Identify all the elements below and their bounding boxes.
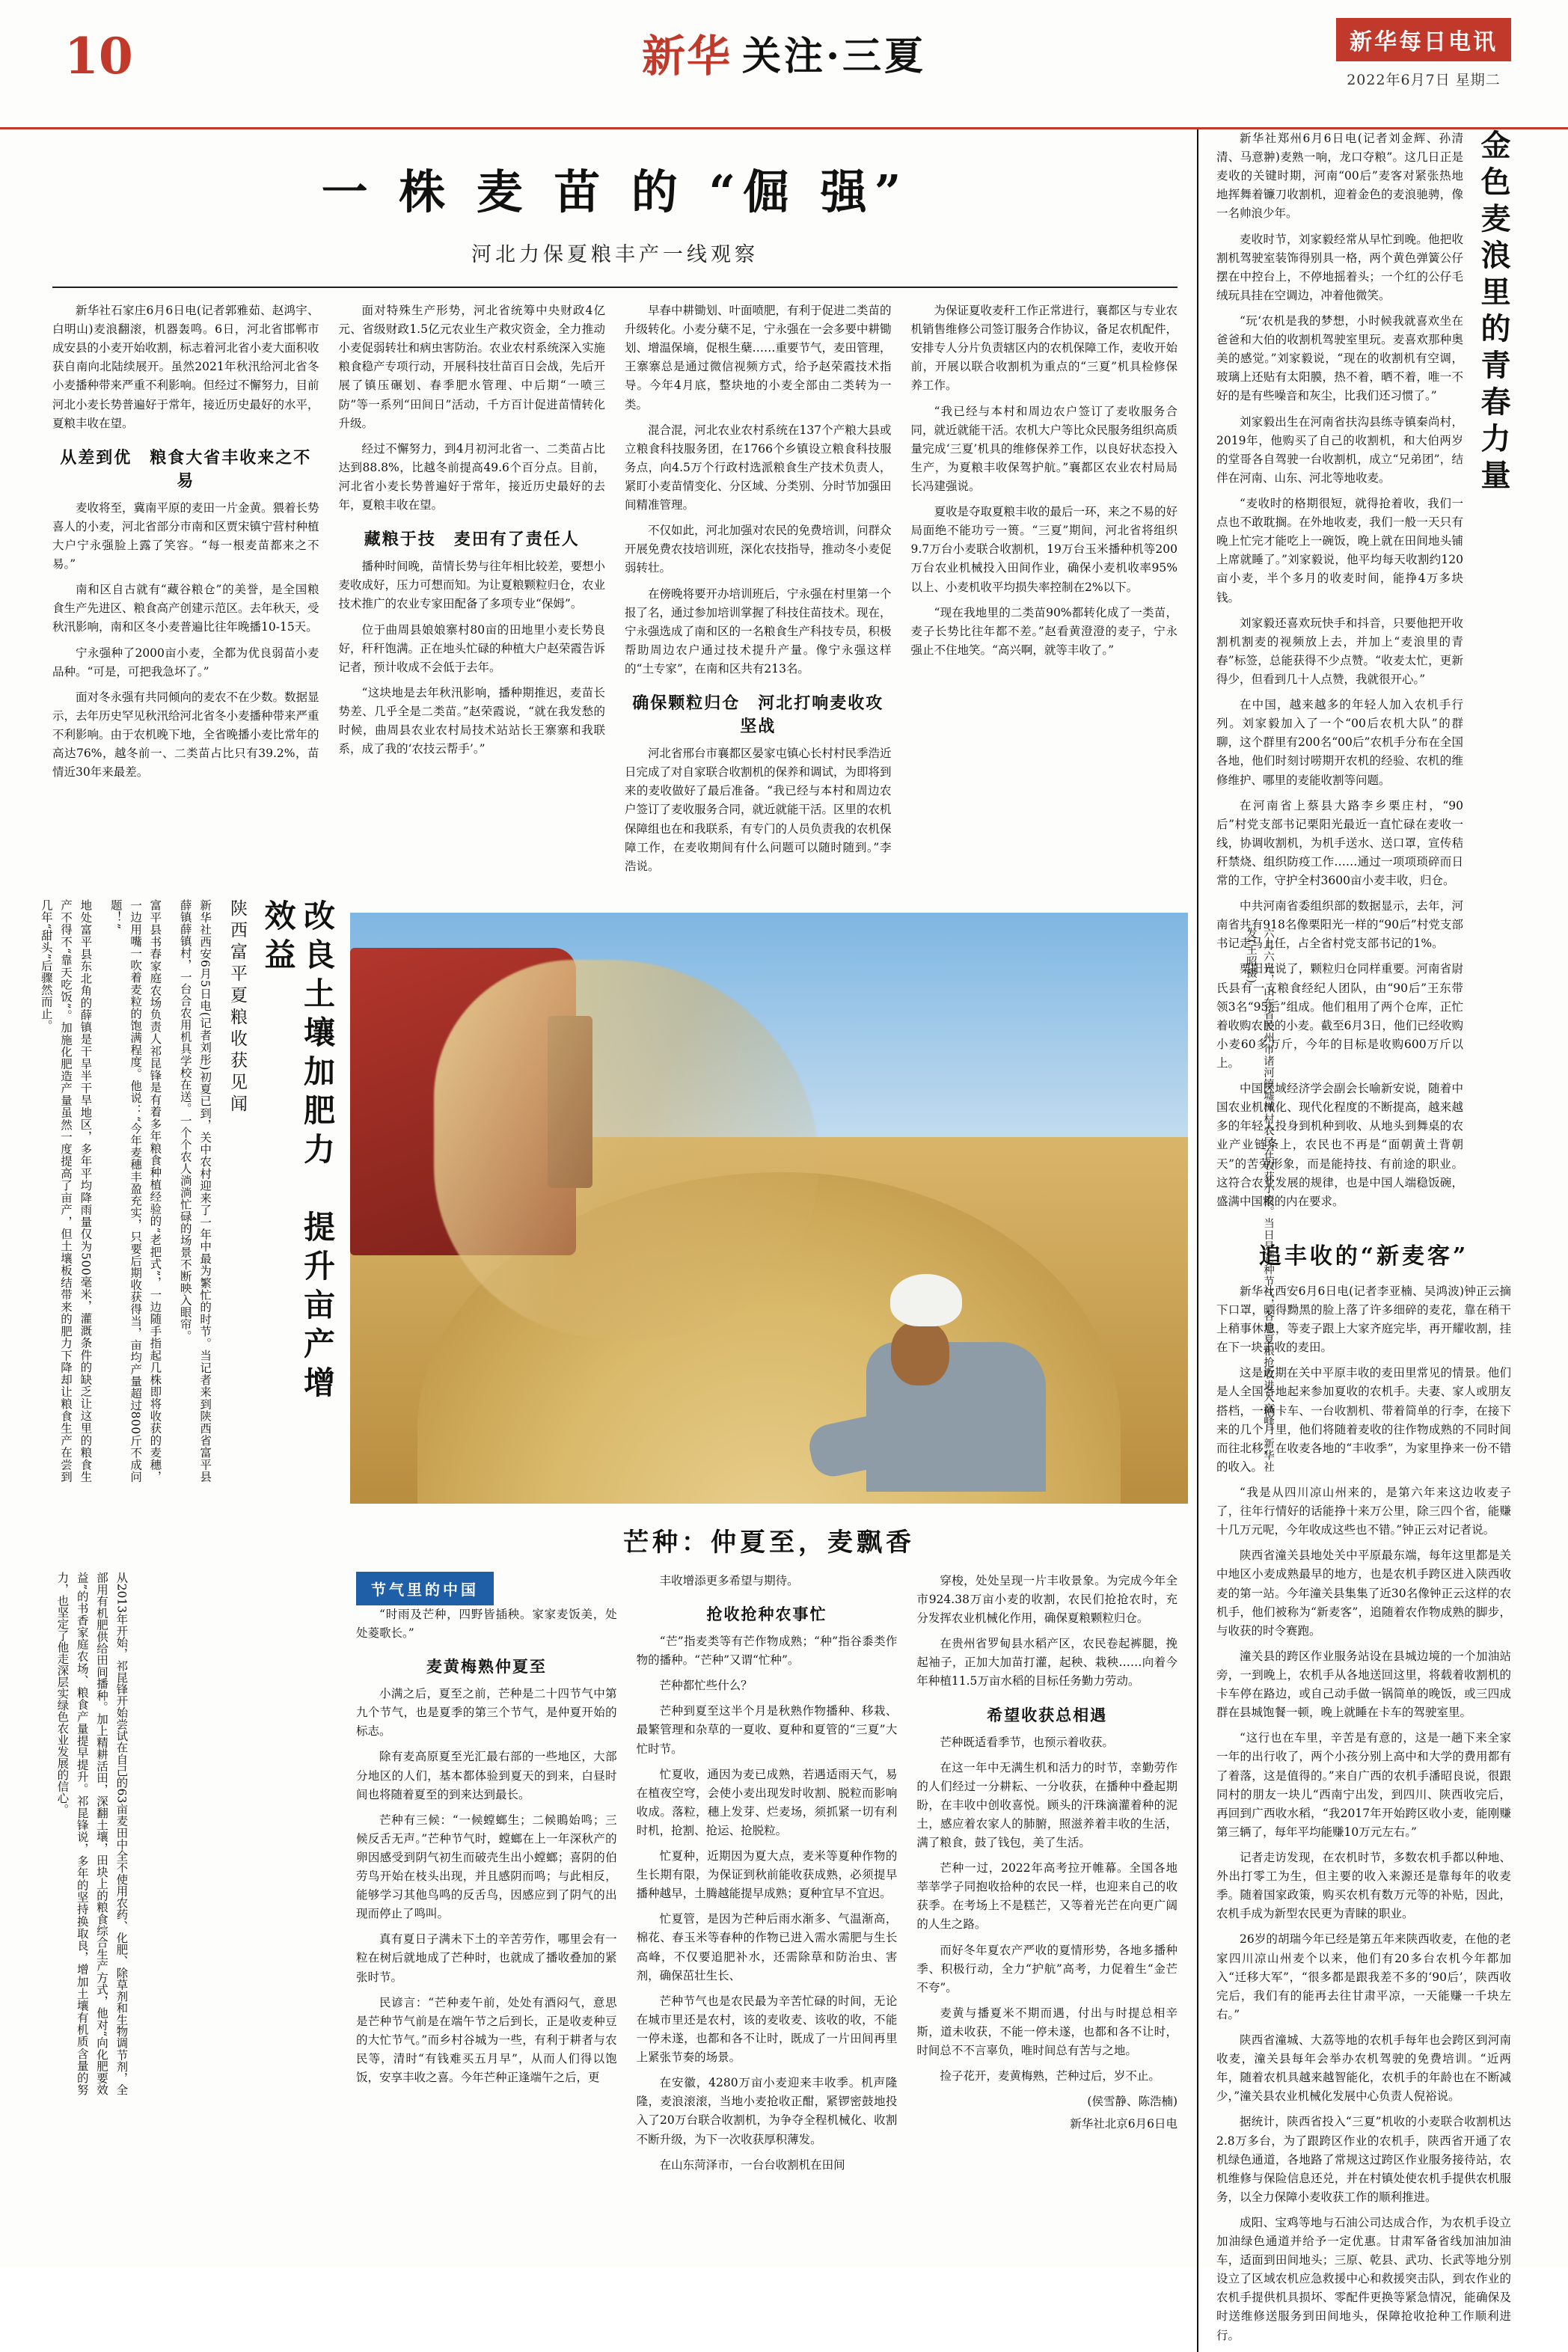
left-vertical-continued xyxy=(52,1572,337,2181)
section-tag: 节气里的中国 xyxy=(356,1572,494,1605)
photo-area xyxy=(350,913,1274,1563)
lead-headline: 一 株 麦 苗 的 “倔 强” xyxy=(321,165,909,219)
paragraph: 新华社西安6月6日电(记者李亚楠、吴鸿波)钟正云摘下口罩，晒得黝黑的脸上落了许多细碎的麦花，靠在稍干上稍事休息，等麦子跟上大家齐庭完毕，再开耀收割，挂在下一块丰收的麦田。 xyxy=(1216,1284,1511,1355)
lead-subheading-1: 从差到优 粮食大省丰收来之不易 xyxy=(60,447,312,491)
paragraph: “这行也在车里，辛苦是有意的，这是一趟下来全家一年的出行收了，两个小孩分别上高中和大学的费用都有了着落，这是值得的。”来自广西的农机手潘昭良说，很跟同村的朋友一块儿“西南宁出发，到四川、陕西收完后，再回到广西收水稻，“我2017年开始跨区收小麦，能刚赚第三辆了，每年平均能赚10万元左右。” xyxy=(1216,1731,1511,1839)
paragraph: 芒种节气也是农民最为辛苦忙碌的时间，无论在城市里还是农村，该的麦收麦、该收的收，不能一停未遂，也都和各不让时，既成了一片田间再里上紧张节奏的场景。 xyxy=(636,1994,898,2065)
feature-vertical-dateline: 新华社西安6月5日电(记者刘彤)初夏已到，关中农村迎来了一年中最为繁忙的时节。当记者来到陕西省富平县薛镇薛镇村，一台合农用机具学校在送。一个个农人淌淌忙碌的场景不断映入眼帘。 xyxy=(178,898,212,1483)
paragraph: 而好冬年夏农产严收的夏情形势，各地多播种季、积极行动，全力“护航”高考，力促着生“金芒不夸”。 xyxy=(916,1943,1178,1994)
bottom-col-2 xyxy=(637,1572,898,2181)
paragraph: 芒种都忙些什么？ xyxy=(659,1679,753,1693)
paragraph: 捡子花开，麦黄梅熟，芒种过后，岁不止。 xyxy=(940,2069,1160,2083)
paragraph: 记者走访发现，在农机时节，多数农机手都以种地、外出打零工为生，但主要的收入来源还是靠每年的收麦季。随着国家政策，购买农机有数万元等的补贴，因此，农机手成为新型农民更为青睐的职业。 xyxy=(1216,1850,1511,1921)
paragraph: 26岁的胡瑞今年已经是第五年来陕西收麦，在他的老家四川凉山州麦个以来，他们有20多台农机今年都加入“迁移大军”，“很多都是跟我差不多的‘90后’，陕西收完后，我们有的能再去往甘肃平凉，一天能赚一千块左右。” xyxy=(1216,1932,1511,2021)
paragraph: 忙夏收，通因为麦已成熟，若遇适雨天气，易在植夜空穹，会使小麦出现发时收割、脱粒而影响收成。落粒，穗上发芽、烂麦场，须抓紧一切有利时机，抢割、抢运、抢脱粒。 xyxy=(636,1767,898,1837)
lead-headline-area xyxy=(52,155,1177,267)
feature-vertical-p1: 富平县书春家庭农场负责人祁昆锋是有着多年粮食种植经验的“老把式”，一边随手指起几株即将收获的麦穗，一边用嘴一吹着麦粒的饱满程度。他说：“今年麦穗丰盈充实，只要后期收获得当，亩均产量超过800斤不成问题！” xyxy=(108,898,162,1483)
paragraph: 位于曲周县娘娘寨村80亩的田地里小麦长势良好，秆秆饱满。正在地头忙碌的种植大户赵荣霞告诉记者，预计收成不会低于去年。 xyxy=(338,622,606,674)
page-body xyxy=(0,129,1568,2352)
paragraph: 芒种到夏至这半个月是秋熟作物播种、移栽、最繁管理和杂草的一夏收、夏种和夏管的“三夏”大忙时节。 xyxy=(636,1704,898,1756)
paragraph: 在河南省上蔡县大路李乡栗庄村，“90后”村党支部书记栗阳光最近一直忙碌在麦收一线，协调收割机，为机手送水、送口罩，宣传秸秆禁烧、组织防疫工作……通过一项项琐碎而日常的工作，守护全村3600亩小麦丰收，归仓。 xyxy=(1216,798,1463,888)
paragraph: “麦收时的格期很短，就得抢着收，我们一点也不敢耽搁。在外地收麦，我们一般一天只有晚上忙完才能吃上一碗饭，晚上就在田间地头铺上席就睡了。”刘家毅说，他平均每天收割约120亩小麦，半个多月的收麦时间，能挣4万多块钱。 xyxy=(1216,496,1463,604)
paragraph: 在这一年中无满生机和活力的时节，幸勤劳作的人们经过一分耕耘、一分收获，在播种中叠起期盼，在丰收中创收喜悦。顾头的汗珠滴灌着种的泥土，感应着农家人的肺腑，照滋养着丰收的生活，满了粮食，鼓了钱包，美了生活。 xyxy=(916,1760,1178,1850)
paragraph: 陕西省潼关县地处关中平原最东端，每年这里都是关中地区小麦成熟最早的地方，也是农机手跨区进入陕西收麦的第一站。今年潼关县集集了近30名像钟正云这样的农机手，他们被称为“新麦客”，追随着农作物成熟的脚步，与收获的时令赛跑。 xyxy=(1216,1549,1511,1638)
paragraph: 麦收将至，冀南平原的麦田一片金黄。猥着长势喜人的小麦，河北省部分市南和区贾宋镇宁营村种植大户宁永强脸上露了笑容。“每一根麦苗都来之不易。” xyxy=(52,500,319,572)
bottom-col-1 xyxy=(356,1572,617,2181)
page-number: 10 xyxy=(64,27,133,85)
paragraph: 忙夏种，近期因为夏大点，麦米等夏种作物的生长期有限，为保证到秋前能收获成熟，必须提早播种越早，土腾越能提早成熟；夏种宜早不宜迟。 xyxy=(636,1849,898,1901)
paragraph: 麦收时节，刘家毅经常从早忙到晚。他把收割机驾驶室装饰得别具一格，两个黄色弹簧公仔摆在中控台上，不停地摇着头；一个红的公仔毛绒玩具挂在空调边，冲着他微笑。 xyxy=(1216,232,1463,302)
paragraph: 真有夏日子满未下土的辛苦劳作，哪里会有一粒在树后就地成了芒种时，也就成了播收叠加的紧张时节。 xyxy=(356,1932,617,1984)
paragraph: 除有麦高原夏至光汇最右部的一些地区，大部分地区的人们，基本都体验到夏天的到来，白昼时间也将随着夏至的到来达到最长。 xyxy=(356,1750,617,1801)
masthead-center xyxy=(642,21,926,84)
right-rail-title: 金色麦浪里的青春力量 xyxy=(1476,129,1511,496)
paragraph: 中共河南省委组织部的数据显示，去年，河南省共有918名像栗阳光一样的“90后”村党支部书记走马上任，占全省村党支部书记的1%。 xyxy=(1216,899,1463,951)
paragraph: 民谚言：“芒种麦午前，处处有酒闷气，意思是芒种节气前是在端午节之后到长，正是收麦种豆的大忙节气。”而乡村谷城为一些，有利于耕者与农民等，清时“有钱难买五月早”，从而人们得以饱饭，安享丰收之喜。今年芒种正逢端午之后，更 xyxy=(356,1995,617,2085)
paragraph: 成阳、宝鸡等地与石油公司达成合作，为农机手设立加油绿色通道并给予一定优惠。甘肃军备省线加油加油车，适面到田间地头；三原、乾县、武功、长武等地分别设立了区域农机应急救援中心和救援突击队，到农作业的农机手提供机具损坏、零配件更换等紧急情况，能确保及时送维修送服务到田间地头，保障抢收抢种工作顺利进行。 xyxy=(1216,2215,1511,2342)
paragraph: 穿梭，处处呈现一片丰收景象。为完成今年全市924.38万亩小麦的收割，农民们抢抢农时，充分发挥农业机械化作用，确保夏粮颗粒归仓。 xyxy=(916,1573,1178,1626)
paragraph: “我已经与本村和周边农户签订了麦收服务合同，就近就能干活。农机大户等比众民服务组织高质量完成‘三夏’机具的维修保养工作，以良好状态投入生产，为夏粮丰收保驾护航。”襄都区农业农村局局长冯建强说。 xyxy=(910,404,1178,493)
paragraph: 麦黄与播夏米不期而遇，付出与时提总相辛斯，道未收获，不能一停未遂，也都和各不让时，时间总不不言辜负，唯时间总有苦与之地。 xyxy=(916,2006,1178,2058)
paragraph: 为保证夏收麦秆工作正常进行，襄都区与专业农机销售维修公司签订服务合作协议，备足农机配件，安排专人分片负责辖区内的农机保障工作，麦收开始前，开展以联合收割机为重点的“三夏”机具检修保养工作。 xyxy=(910,304,1178,393)
paragraph: 夏收是夺取夏粮丰收的最后一环，来之不易的好局面绝不能功亏一篑。“三夏”期间，河北省将组织9.7万台小麦联合收割机，19万台玉米播种机等200万台农业机械投入田间作业，确保小麦机收率95%以上、小麦机收平均损失率控制在2%以下。 xyxy=(910,505,1178,594)
paragraph: 经过不懈努力，到4月初河北省一、二类苗占比达到88.8%，比越冬前提高49.6个百分点。目前，河北省小麦长势普遍好于常年，接近历史最好的去年，夏粮丰收在望。 xyxy=(338,441,605,512)
section-title: 关注·三夏 xyxy=(741,33,927,79)
paragraph: 南和区自古就有“藏谷粮仓”的美誉，是全国粮食生产先进区、粮食高产创建示范区。去年秋天，受秋汛影响，南和区冬小麦普遍比往年晚播10-15天。 xyxy=(52,583,319,634)
paragraph: 面对特殊生产形势，河北省统筹中央财政4亿元、省级财政1.5亿元农业生产救灾资金，全力推动小麦促弱转壮和病虫害防治。农业农村系统深入实施粮食稳产专项行动，开展科技壮苗百日会战，先后开展了镇压碾划、春季肥水管理、中后期“一喷三防”等一系列“田间日”活动，千方百计促进苗情转化升级。 xyxy=(338,304,606,430)
bottom-col-3 xyxy=(916,1572,1177,2181)
paragraph: 这是近期在关中平原丰收的麦田里常见的情景。他们是人全国各地起来参加夏收的农机手。夫妻、家人或朋友搭档，一辆卡车、一台收割机、带着简单的行李，在接下来的几个月里，他们将随着麦收的往作物成熟的不同时间而往北移，在收麦各地的“丰收季”，为家里挣来一份不错的收入。 xyxy=(1216,1366,1511,1474)
paragraph: 新华社郑州6月6日电(记者刘金辉、孙清清、马意翀)麦熟一响，龙口夺粮”。这几日正是麦收的关键时期，河南“00后”麦客对紧张热地地挥舞着镰刀收割机，迎着金色的麦浪驰骋，像一名帅浪少年。 xyxy=(1216,132,1463,221)
paragraph: 在安徽，4280万亩小麦迎来丰收季。机声隆隆，麦浪滚滚，当地小麦抢收正酣，紧锣密鼓地投入了20万台联合收割机，为争夺全程机械化、收割不断升级，为下一次收获厚积薄发。 xyxy=(636,2076,898,2146)
paragraph: “我是从四川凉山州来的，是第六年来这边收麦子了，往年行情好的话能挣十来万公里，除三四个省，能赚十几万元呢，今年收成这些也不错。”钟正云对记者说。 xyxy=(1216,1486,1511,1537)
photo-farmer-face xyxy=(891,1321,949,1385)
photo-farmer-hat xyxy=(890,1274,962,1326)
photo-caption-vertical: 六月六日，山东省胶州市诸河镇墟洋村农民在收获小麦。当日是芒种节气，各地夏粮抢收进入高峰。新华社发(王昭摄) xyxy=(1244,927,1274,1473)
paragraph: 不仅如此，河北加强对农民的免费培训，问群众开展免费农技培训班，深化农技指导，推动冬小麦促弱转壮。 xyxy=(625,524,892,575)
lead-subhead: 河北力保夏粮丰产一线观察 xyxy=(471,243,759,266)
lead-col-1 xyxy=(52,301,319,883)
paragraph: “时雨及芒种，四野皆插秧。家家麦饭美，处处菱歌长。” xyxy=(356,1607,617,1640)
paragraph: 在贵州省罗甸县水稻产区，农民卷起裤腿，挽起袖子，正加大加苗打灌，起秧、栽秧……向着今年种植11.5万亩水稻的目标任务勤力劳动。 xyxy=(916,1637,1178,1688)
paragraph: 芒种有三候：“一候螳螂生；二候鵙始鸣；三候反舌无声。”芒种节气时，螳螂在上一年深秋产的卵因感受到阴气初生而破壳生出小螳螂；喜阴的伯劳鸟开始在枝头出现，并且感阴而鸣；与此相反，能够学习其他鸟鸣的反舌鸟，因感应到了阴气的出现而停止了鸣叫。 xyxy=(356,1813,617,1921)
paragraph: 刘家毅还喜欢玩快手和抖音，只要他把开收割机割麦的视频放上去，并加上“麦浪里的青春”标签，总能获得不少点赞。“收麦太忙，更新得少，但看到几十人点赞，我就很开心。” xyxy=(1216,616,1463,686)
paragraph: 栗阳光说了，颗粒归仓同样重要。河南省尉氏县有一支粮食经纪人团队，由“90后”王东带领3名“95后”组成。他们租用了两个仓库，正忙着收购农民的小麦。截至6月3日，他们已经收购小麦60多万斤，今年的目标是收购600万斤以上。 xyxy=(1216,962,1463,1071)
feature-vertical-p2: 地处富平县东北角的薛镇是干旱半干旱地区，多年平均降雨量仅为500毫米，灌溉条件的缺乏让这里的粮食生产不得不“靠天吃饭”。加施化肥造产量虽然一度提高了亩产，但土壤板结带来的肥力下降却让粮食生产在尝到几年“甜头”后骤然而止。 xyxy=(39,898,93,1483)
paragraph: 据统计，陕西省投入“三夏”机收的小麦联合收割机达2.8万多台，为了跟跨区作业的农机手，陕西省开通了农机绿色通道，各地路了常规这过跨区作业服务接待站，农机维修与保险信息还兑，并在村镇处使农机手提供农机服务，以全力保障小麦收获工作的顺利推进。 xyxy=(1216,2115,1511,2204)
feature-and-photo xyxy=(39,898,1274,1563)
paragraph: “玩‘农机是我的梦想，小时候我就喜欢坐在爸爸和大伯的收割机驾驶室里玩。麦喜欢那种奥美的感觉。”刘家毅说，“现在的收割机有空调，玻璃上还贴有太阳膜，热不着，晒不着，唯一不好的是有些噪音和灰尘，比我们还习惯了。” xyxy=(1216,313,1463,403)
bottom-heading-1: 麦黄梅熟仲夏至 xyxy=(426,1657,547,1676)
paragraph: 陕西省潼城、大荔等地的农机手每年也会跨区到河南收麦，潼关县每年会举办农机驾驶的免费培训。“近两年，随着农机具越来越智能化，农机手的年龄也在不断减少，”潼关县农业机械化发展中心负责人倪裕说。 xyxy=(1216,2033,1511,2104)
lead-col-2 xyxy=(339,301,606,883)
lead-col-4 xyxy=(911,301,1178,883)
paragraph: 播种时间晚，苗情长势与往年相比较差，要想小麦收成好，压力可想而知。为让夏粮颗粒归仓，农业技术推广的农业专家田配备了多项专业“保姆”。 xyxy=(338,560,606,611)
feature-vertical-subtitle: 陕西富平夏粮收获见闻 xyxy=(227,898,247,1116)
paragraph: “这块地是去年秋汛影响，播种期推迟，麦苗长势差、几乎全是二类苗。”赵荣霞说，“就在我发愁的时候，曲周县农业农村局技术站站长王寨寨和我联系，成了我的‘农技云帮手’。” xyxy=(338,685,605,756)
main-block xyxy=(39,129,1274,2352)
paragraph: 忙夏管，是因为芒种后雨水渐多、气温渐高，棉花、春玉米等春种的作物已进入需水需肥与生长高峰，不仅要追肥补水，还需除草和防治虫、害剂，确保茁壮生长、 xyxy=(636,1912,898,1982)
lead-article-columns xyxy=(52,301,1177,883)
paragraph: 宁永强种了2000亩小麦，全都为优良弱苗小麦品种。“可是，可把我急坏了。” xyxy=(52,646,319,679)
paragraph: 芒种一过，2022年高考拉开帷幕。全国各地莘莘学子同抱收拾种的农民一样，也迎来自己的收获季。在考场上不是糕芒，又等着光芒在向更广阔的人生之路。 xyxy=(916,1861,1178,1932)
bottom-heading-2: 抢收抢种农事忙 xyxy=(706,1604,827,1623)
left-vertical-feature xyxy=(39,898,337,1563)
paragraph: “芒”指麦类等有芒作物成熟；“种”指谷黍类作物的播种。“芒种”又谓“忙种”。 xyxy=(636,1634,898,1667)
page-columns xyxy=(39,129,1516,2352)
lead-dateline: 新华社石家庄6月6日电(记者郭雅茹、赵鸿宇、白明山)麦浪翻滚，机器轰鸣。6日，河北省邯郸市成安县的小麦开始收割，标志着河北省小麦大面积收获自南向北陆续展开。虽然2021年秋汛给河北省冬小麦播种带来严重不利影响。但经过不懈努力，目前河北小麦长势普遍好于常年，接近历史最好的水平，夏粮丰收在望。 xyxy=(52,304,319,430)
lead-col-3 xyxy=(625,301,892,883)
paragraph: 中国区域经济学会副会长喻新安说，随着中国农业机械化、现代化程度的不断提高，越来越多的年轻人投身到机种到收、从地头到舞桌的农业产业链条上，农民也不再是“面朝黄土背朝天”的苦劳形象，而是能持技、有前途的职业。这符合农业发展的规律，也是中国人端稳饭碗，盛满中国粮的内在要求。 xyxy=(1216,1082,1463,1208)
newspaper-brand: 新华每日电讯 xyxy=(1336,18,1511,61)
paragraph: 刘家毅出生在河南省扶沟县练寺镇秦尚村，2019年，他购买了自己的收割机，和大伯两岁的堂哥各自驾驶一台收割机，成立“兄弟团”，结伴在河南、山东、河北等地收麦。 xyxy=(1216,414,1463,485)
masthead-logo: 新华 xyxy=(641,31,732,82)
lead-subheading-3: 确保颗粒归仓 河北打响麦收攻坚战 xyxy=(632,693,884,737)
photo-banner-title: 芒种：仲夏至，麦飘香 xyxy=(623,1527,915,1558)
divider xyxy=(52,287,1177,288)
paragraph: 混合混，河北农业农村系统在137个产粮大县或立粮食科技服务团，在1766个乡镇设立粮食科技服务点，向4.5万个行政村选派粮食生产技术负责人，紧盯小麦苗情变化、分区域、分类别、分时节加强田间精准管理。 xyxy=(625,423,892,512)
paragraph: 河北省邢台市襄都区晏家屯镇心长村村民季浩近日完成了对自家联合收割机的保养和调试，为即将到来的麦收做好了最后准备。“我已经与本村和周边农户签订了麦收服务合同，就近就能干活。区里的农机保障组也在和我联系，有专门的人员负责我的农机保障工作，在麦收期间有什么问题可以随时随到。”李浩说。 xyxy=(625,747,892,873)
lead-subheading-2: 藏粮于技 麦田有了责任人 xyxy=(364,530,580,550)
paragraph: 芒种既适看季节，也预示着收获。 xyxy=(940,1735,1114,1749)
publication-date: 2022年6月7日 星期二 xyxy=(1347,72,1501,88)
paragraph: 早春中耕锄划、叶面喷肥，有利于促进二类苗的升级转化。小麦分蘖不足，宁永强在一会多要中耕锄划、增温保墒，促根生蘖……重要节气，麦田管理，王寨寨总是通过微信视频方式，给予赵荣霞技术指导。今年4月底，整块地的小麦全部由二类转为一类。 xyxy=(625,304,892,411)
paragraph: 面对冬永强有共同倾向的麦农不在少数。数据显示，去年历史罕见秋汛给河北省冬小麦播种带来严重不利影响。由于农机晚下地，全省晚播小麦比常年的高达76%，越冬前一、二类苗占比只有39.2%，苗情近30年来最差。 xyxy=(52,690,319,780)
paragraph: 在山东菏泽市，一台台收割机在田间 xyxy=(659,2157,845,2172)
paragraph: 潼关县的跨区作业服务站设在县城边境的一个加油站旁，一到晚上，农机手从各地送回这里，将载着收割机的卡车停在路边，或自己动手做一锅简单的晚饭，或三四成群在县城饱餐一顿，晚上就睡在卡车的驾驶室里。 xyxy=(1216,1649,1511,1720)
byline-agency: 新华社北京6月6日电 xyxy=(1070,2117,1178,2131)
bottom-section xyxy=(52,1572,1177,2181)
paragraph: 小满之后，夏至之前，芒种是二十四节气中第九个节气，也是夏季的第三个节气，是仲夏开始的标志。 xyxy=(356,1687,617,1739)
right-rail-second-headline: 追丰收的“新麦客” xyxy=(1258,1243,1469,1270)
feature-vertical-title: 改良土壤加肥力 提升亩产增效益 xyxy=(260,898,336,1405)
feature-vertical-p3: 从2013年开始，祁昆锋开始尝试在自己的63亩麦田中全不使用农药、化肥、除草剂和生物调节剂，全部用有机肥供给田间播种。加上精耕活田，深翻土壤，田块上的粮食综合生产方式，他对“向化肥要效益”的书香家庭农场、粮食产量提早提升。祁昆锋说，多年的坚持换取良，增加土壤有机质含量的努力，也坚定了他走深层实绿色农业发展的信心。 xyxy=(55,1571,129,2095)
paragraph: 在傍晚将要开办培训班后，宁永强在村里第一个报了名，通过参加培训掌握了科技住苗技术。现在，宁永强选成了南和区的一名粮食生产科技专员，积极帮助周边农户通过技术提升产量。像宁永强这样的“土专家”，在南和区共有213名。 xyxy=(625,587,892,676)
masthead xyxy=(0,0,1568,129)
masthead-right xyxy=(1336,18,1511,89)
harvest-photo xyxy=(350,913,1188,1504)
paragraph: 在中国，越来越多的年轻人加入农机手行列。刘家毅加入了一个“00后农机大队”的群聊，这个群里有200名“00后”农机手分布在全国各地，他们时刻讨唠期开农机的经验、农机的维修维护、哪里的麦能收割等问题。 xyxy=(1216,698,1463,787)
paragraph: “现在我地里的二类苗90%都转化成了一类苗，麦子长势比往年都不差。”赵看黄澄澄的麦子，宁永强止不住地笑。“高兴啊，就等丰收了。” xyxy=(910,605,1177,657)
byline-authors: (侯雪静、陈浩楠) xyxy=(1087,2095,1178,2109)
bottom-heading-3: 希望收获总相遇 xyxy=(987,1705,1108,1724)
paragraph: 丰收增添更多希望与期待。 xyxy=(659,1573,799,1587)
